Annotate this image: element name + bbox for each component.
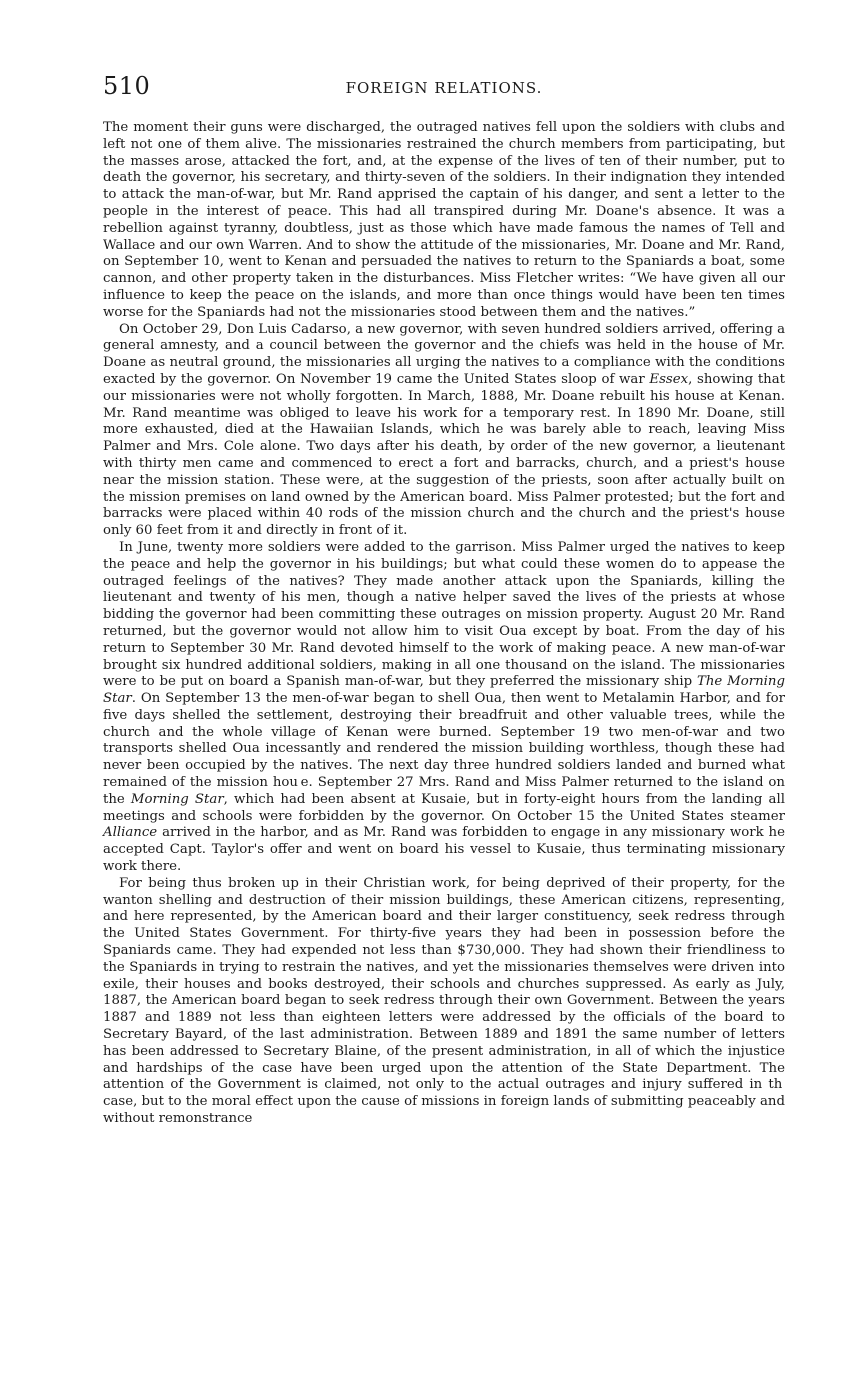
paragraph-text: On October 29, Don Luis Cadarso, a new governor, with seven hundred soldiers arrived, offering a general amnesty, and a council between the governor and the chiefs was held in the house of Mr. Doane as neutral ground, the missionaries all urging the natives to a compliance with the conditions exacted by the governor. On November 19 came the United States sloop of war <box>103 321 785 387</box>
paragraph-text: In June, twenty more soldiers were added to the garrison. Miss Palmer urged the natives to keep the peace and help the governor in his buildings; but what could these women do to appease the outraged feelings of the natives? They made another attack upon the Spaniards, killing the lieutenant and twenty of his men, though a native helper saved the lives of the priests at whose bidding the governor had been committing these outrages on mission property. August 20 Mr. Rand returned, but the governor would not allow him to visit Oua except by boat. From the day of his return to September 30 Mr. Rand devoted himself to the work of making peace. A new man-of-war brought six hundred additional soldiers, making in all one thousand on the island. The missionaries were to be put on board a Spanish man-of-war, but they preferred the missionary ship <box>103 539 785 690</box>
paragraph-2 <box>103 322 785 540</box>
paragraph-3 <box>103 540 785 876</box>
paragraph-text: For being thus broken up in their Christian work, for being deprived of their property, for the wanton shelling and destruction of their mission buildings, these American citizens, representing, and here represented, by the American board and their larger constituency, seek redress through the United States Government. For thirty-five years they had been in possession before the Spaniards came. They had expended not less than $730,000. They had shown their friendliness to the Spaniards in trying to restrain the natives, and yet the missionaries themselves were driven into exile, their houses and books destroyed, their schools and churches suppressed. As early as July, 1887, the American board began to seek redress through their own Government. Between the years 1887 and 1889 not less than eighteen letters were addressed by the officials of the board to Secretary Bayard, of the last administration. Between 1889 and 1891 the same number of letters has been addressed to Secretary Blaine, of the present administration, in all of which the injustice and hardships of the case have been urged upon the attention of the State Department. The attention of the Government is claimed, not only to the actual outrages and injury suffered in th case, but to the moral effect upon the cause of missions in foreign lands of submitting peaceably and without remonstrance <box>103 875 785 1127</box>
paragraph-text: The moment their guns were discharged, the outraged natives fell upon the soldiers with clubs and left not one of them alive. The missionaries restrained the church members from participating, but the masses arose, attacked the fort, and, at the expense of the lives of ten of their number, put to death the governor, his secretary, and thirty-seven of the soldiers. In their indignation they intended to attack the man-of-war, but Mr. Rand apprised the captain of his danger, and sent a letter to the people in the interest of peace. This had all transpired during Mr. Doane's absence. It was a rebellion against tyranny, doubtless, just as those which have made famous the names of Tell and Wallace and our own Warren. And to show the attitude of the missionaries, Mr. Doane and Mr. Rand, on September 10, went to Kenan and persuaded the natives to return to the Spaniards a boat, some cannon, and other property taken in the disturbances. Miss Fletcher writes: “We have given all our influence to keep the peace on the islands, and more than once things would have been ten times worse for the Spaniards had not the missionaries stood between them and the natives.” <box>103 120 785 320</box>
running-title: FOREIGN RELATIONS. <box>345 79 543 97</box>
ship-name-morning-star: The Morning Star <box>103 674 785 707</box>
paragraph-text: , which had been absent at Kusaie, but in forty-eight hours from the landing all meetings and schools were forbidden by the governor. On October 15 the United States steamer <box>103 791 785 824</box>
document-page <box>103 68 785 1128</box>
page-header <box>103 68 785 108</box>
paragraph-text: , showing that our missionaries were not wholly forgotten. In March, 1888, Mr. Doane rebuilt his house at Kenan. Mr. Rand meantime was obliged to leave his work for a temporary rest. In 1890 Mr. Doane, still more exhausted, died at the Hawaiian Islands, which he was barely able to reach, leaving Miss Palmer and Mrs. Cole alone. Two days after his death, by order of the new governor, a lieutenant with thirty men came and commenced to erect a fort and barracks, church, and a priest's house near the mission station. These were, at the suggestion of the priests, soon after actually built on the mission premises on land owned by the American board. Miss Palmer protested; but the fort and barracks were placed within 40 rods of the mission church and the church and the priest's house only 60 feet from it and directly in front of it. <box>103 371 785 539</box>
ship-name-alliance: Alliance <box>103 825 158 841</box>
page-number: 510 <box>103 72 151 100</box>
paragraph-text: . On September 13 the men-of-war began to shell Oua, then went to Metalamin Harbor, and for five days shelled the settlement, destroying their breadfruit and other valuable trees, while the church and the whole village of Kenan were burned. September 19 two men-of-war and two transports shelled Oua incessantly and rendered the mission building worthless, though these had never been occupied by the natives. The next day three hundred soldiers landed and burned what remained of the mission hou e. September 27 Mrs. Rand and Miss Palmer returned to the island on the <box>103 691 785 807</box>
ship-name-essex: Essex <box>649 371 689 387</box>
body-text <box>103 120 785 1128</box>
ship-name-morning-star: Morning Star <box>130 791 224 807</box>
paragraph-1 <box>103 120 785 322</box>
paragraph-4 <box>103 876 785 1128</box>
paragraph-text: arrived in the harbor, and as Mr. Rand was forbidden to engage in any missionary work he accepted Capt. Taylor's offer and went on board his vessel to Kusaie, thus terminating missionary work there. <box>103 825 785 875</box>
